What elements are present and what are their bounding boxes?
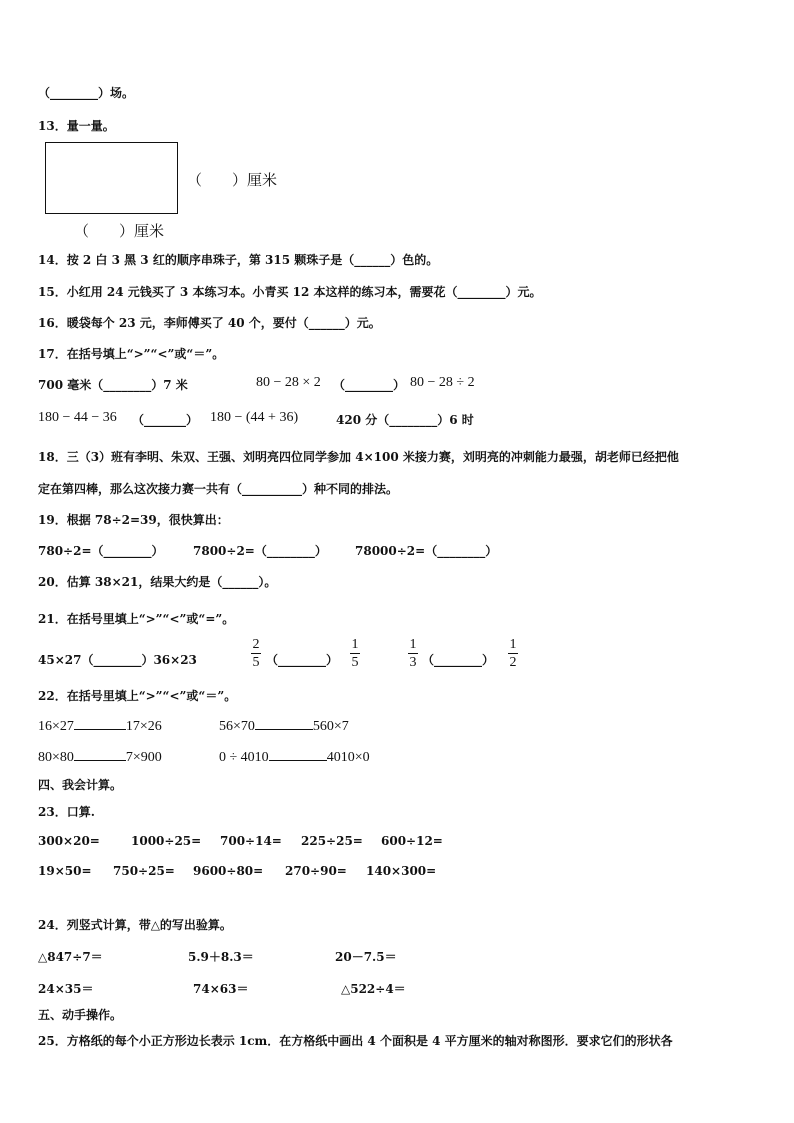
q21-fraction-1-3: 1 3 xyxy=(409,637,417,670)
q13-right-label: （ ）厘米 xyxy=(187,171,278,189)
q21-fraction-2-5: 2 5 xyxy=(252,637,260,670)
q17-b-paren: （________） xyxy=(333,378,406,392)
q17-c-paren: （_______） xyxy=(132,413,199,427)
q21-a: 45×27（________）36×23 xyxy=(38,653,197,667)
q21-fraction-1-2: 1 2 xyxy=(509,637,517,670)
q23-r1-c5: 600÷12= xyxy=(381,834,443,848)
q24-r1-c1: △847÷7＝ xyxy=(38,950,103,964)
q22-a-blank xyxy=(74,717,126,730)
q23-r2-c1: 19×50= xyxy=(38,864,92,878)
q23-r2-c5: 140×300= xyxy=(366,864,437,878)
q18-line2: 定在第四棒，那么这次接力赛一共有（__________）种不同的排法。 xyxy=(38,482,399,496)
q18-line1: 18．三（3）班有李明、朱双、王强、刘明亮四位同学参加 4×100 米接力赛，刘明亮的冲刺能力最强，胡老师已经把他 xyxy=(38,450,679,464)
q23-r1-c3: 700÷14= xyxy=(220,834,282,848)
q19-a: 780÷2=（________） xyxy=(38,544,164,558)
q24-r1-c2: 5.9＋8.3＝ xyxy=(188,950,254,964)
q12-tail: （________）场。 xyxy=(38,86,135,100)
q17-b-right: 80 − 28 ÷ 2 xyxy=(410,375,475,390)
q24-r2-c2: 74×63＝ xyxy=(193,982,249,996)
q23-r1-c4: 225÷25= xyxy=(301,834,363,848)
q22-row1b xyxy=(219,717,349,735)
q23-r1-c1: 300×20= xyxy=(38,834,100,848)
q17-title: 17．在括号填上“>”“<”或“＝”。 xyxy=(38,347,225,361)
q14-text: 14．按 2 白 3 黑 3 红的顺序串珠子，第 315 颗珠子是（______）色的。 xyxy=(38,253,439,267)
q22-a-right: 17×26 xyxy=(125,719,162,734)
q24-r2-c3: △522÷4＝ xyxy=(341,982,406,996)
q17-c-right: 180 − (44 + 36) xyxy=(210,410,299,425)
q22-d-left: 0 ÷ 4010 xyxy=(219,750,269,765)
q22-row1 xyxy=(38,717,162,735)
q21-f1-paren: （________） xyxy=(266,653,339,667)
q20-text: 20．估算 38×21，结果大约是（______）。 xyxy=(38,575,277,589)
q24-r2-c1: 24×35＝ xyxy=(38,982,94,996)
q21-fraction-1-5: 1 5 xyxy=(351,637,359,670)
q22-title: 22．在括号里填上“>”“<”或“＝”。 xyxy=(38,689,237,703)
q24-title: 24．列竖式计算，带△的写出验算。 xyxy=(38,918,232,932)
q22-row2b xyxy=(219,748,370,766)
q17-b-left: 80 − 28 × 2 xyxy=(256,375,321,390)
q22-c-blank xyxy=(74,748,126,761)
q23-r1-c2: 1000÷25= xyxy=(131,834,202,848)
q15-text: 15．小红用 24 元钱买了 3 本练习本。小青买 12 本这样的练习本，需要花（________）元。 xyxy=(38,285,542,299)
q23-r2-c4: 270÷90= xyxy=(285,864,347,878)
q23-r2-c2: 750÷25= xyxy=(113,864,175,878)
q24-r1-c3: 20－7.5＝ xyxy=(335,950,397,964)
q22-b-blank xyxy=(255,717,313,730)
q22-b-right: 560×7 xyxy=(312,719,349,734)
q16-text: 16．暖袋每个 23 元，李师傅买了 40 个，要付（______）元。 xyxy=(38,316,381,330)
q22-c-right: 7×900 xyxy=(125,750,162,765)
q23-title: 23．口算. xyxy=(38,805,95,819)
q13-bottom-label: （ ）厘米 xyxy=(74,222,165,240)
section-5-heading: 五、动手操作。 xyxy=(38,1008,123,1022)
q22-c-left: 80×80 xyxy=(38,750,74,765)
q22-d-blank xyxy=(269,748,327,761)
q23-r2-c3: 9600÷80= xyxy=(193,864,264,878)
q22-a-left: 16×27 xyxy=(38,719,74,734)
section-4-heading: 四、我会计算。 xyxy=(38,778,123,792)
q22-b-left: 56×70 xyxy=(219,719,255,734)
q22-d-right: 4010×0 xyxy=(326,750,370,765)
q21-title: 21．在括号里填上“>”“<”或“=”。 xyxy=(38,612,235,626)
q25-text: 25．方格纸的每个小正方形边长表示 1cm．在方格纸中画出 4 个面积是 4 平方厘米的轴对称图形．要求它们的形状各 xyxy=(38,1034,673,1048)
measure-rectangle xyxy=(45,142,178,214)
q19-title: 19．根据 78÷2=39，很快算出： xyxy=(38,513,229,527)
q17-c-left: 180 − 44 − 36 xyxy=(38,410,117,425)
q19-c: 78000÷2=（________） xyxy=(355,544,498,558)
q17-a: 700 毫米（________）7 米 xyxy=(38,378,188,392)
q13-title: 13．量一量。 xyxy=(38,119,115,133)
q17-d: 420 分（________）6 时 xyxy=(336,413,474,427)
q21-f3-paren: （________） xyxy=(422,653,495,667)
q22-row2 xyxy=(38,748,162,766)
q19-b: 7800÷2=（________） xyxy=(193,544,327,558)
